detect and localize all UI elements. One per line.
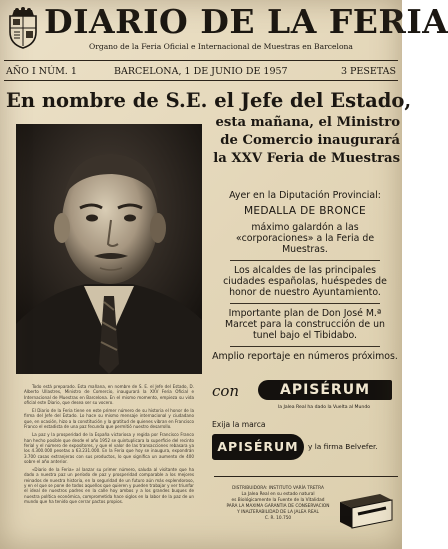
portrait-photo [16,124,202,374]
ad-small-line: PARA LA MAXIMA GARANTIA DE CONSERVACION [226,504,330,509]
article-paragraph: Todo está preparado. Esta mañana, en nombre de S. E. el Jefe del Estado, D. Alberto Ullastres, Ministro de Comercio, inaugurará la XXV Feria Oficial e Internacional de Muestras en Barcelona. En el mismo momento, empieza su vida oficial este Diario, que desea ser su vocero. [24,384,194,405]
dateline [6,66,396,78]
tunnel-project-text: Importante plan de Don José M.ª Marcet para la construcción de un tunel bajo el Tibidabo. [224,308,385,341]
divider [4,60,398,61]
issue-number: AÑO I NÚM. 1 [6,66,77,77]
ad-small-print [222,486,334,522]
divider [230,346,380,347]
ad-small-line: C. R. 10.750 [264,516,292,521]
diputacion-intro: Ayer en la Diputación Provincial: [229,190,381,201]
ad-small-line: La Jalea Real en su estado natural [241,492,315,497]
article-paragraph: La paz y la prosperidad de la España victoriosa y regida por Francisco Franco han hecho posible que desde el año 1952 se quintuplicara la superficie del recinto ferial y el número de expositores, y que el valor de las transacciones rebasara ya los 4.300.000 pesetas a 63.231.000. En la Feria que hoy se inaugura, expondrán 3.700 casas extranjeras con sus productos, lo que significa un aumento de 400 sobre el año anterior. [24,432,194,464]
divider [4,80,398,81]
masthead-title: DIARIO DE LA FERIA [44,2,448,41]
subhead-line: la XXV Feria de Muestras [213,151,400,166]
ad-small-line: Y INALTERABILIDAD DE LA JALEA REAL [237,510,319,515]
apiserum-logo: APISÉRUM [258,380,392,400]
ad-prefix: con [212,382,240,400]
subhead-line: de Comercio inaugurará [220,133,400,148]
masthead-subtitle: Organo de la Feria Oficial e Internacional de Muestras en Barcelona [89,42,353,51]
medal-text: máximo galardón a las «corporaciones» a la Feria de Muestras. [235,222,375,255]
subhead-line: esta mañana, el Ministro [215,115,400,130]
ad-tagline: la Jalea Real ha dado la Vuelta al Mundo [277,405,371,410]
mayors-text: Los alcaldes de las principales ciudades españolas, huéspedes de honor de nuestro Ayuntamiento. [223,265,387,298]
medal-title: MEDALLA DE BRONCE [243,205,366,217]
apiserum-logo: APISÉRUM [212,434,304,460]
main-headline: En nombre de S.E. el Jefe del Estado, [6,89,412,112]
ad-firma: y la firma Belvefer. [308,442,378,451]
subheadline [204,114,400,168]
coat-of-arms-icon [6,6,40,50]
divider [230,260,380,261]
ad-small-line: es Biológicamente la Fuente de la Vitalidad [231,498,325,503]
price: 3 PESETAS [340,66,396,77]
divider [214,476,398,477]
ad-exija: Exija la marca [212,420,266,429]
place-date: BARCELONA, 1 DE JUNIO DE 1957 [114,66,288,77]
right-column [212,190,398,367]
article-paragraph: «Diario de la Feria» al lanzar su primer número, saluda al visitante que ha dado a nuestra paz un período de paz y prosperidad comparable a los mejores reinados de nuestra historia, en la seguridad de un futuro aún más esplendoroso, y en el que se pone de todos aquellos que quieren y pueden trabajar y ver triunfar el ideal de nuestros padres en la calle hoy ambos y a los grandes buques de nuestra política económica, comprometida hace siglos en la labor de la paz de un mundo que ha tenido que cerrar pactos propios. [24,467,194,504]
divider [230,303,380,304]
article-body [24,384,194,507]
product-box-icon [336,488,394,530]
report-note: Amplio reportaje en números próximos. [212,351,398,362]
ad-small-line: DISTRIBUIDORA: INSTITUTO VARÍA TRETRA [232,486,324,491]
article-paragraph: El Diario de la Feria tiene en este primer número de su historia el honor de la firma del Jefe del Estado. Lo hace su mismo mensaje internacional y ciudadano que, en ocasión, hizo a la constitución y la gratitud de quienes vibran en Francisco Franco el estadista de una paz fecunda que permitió nuestro desarrollo. [24,408,194,430]
